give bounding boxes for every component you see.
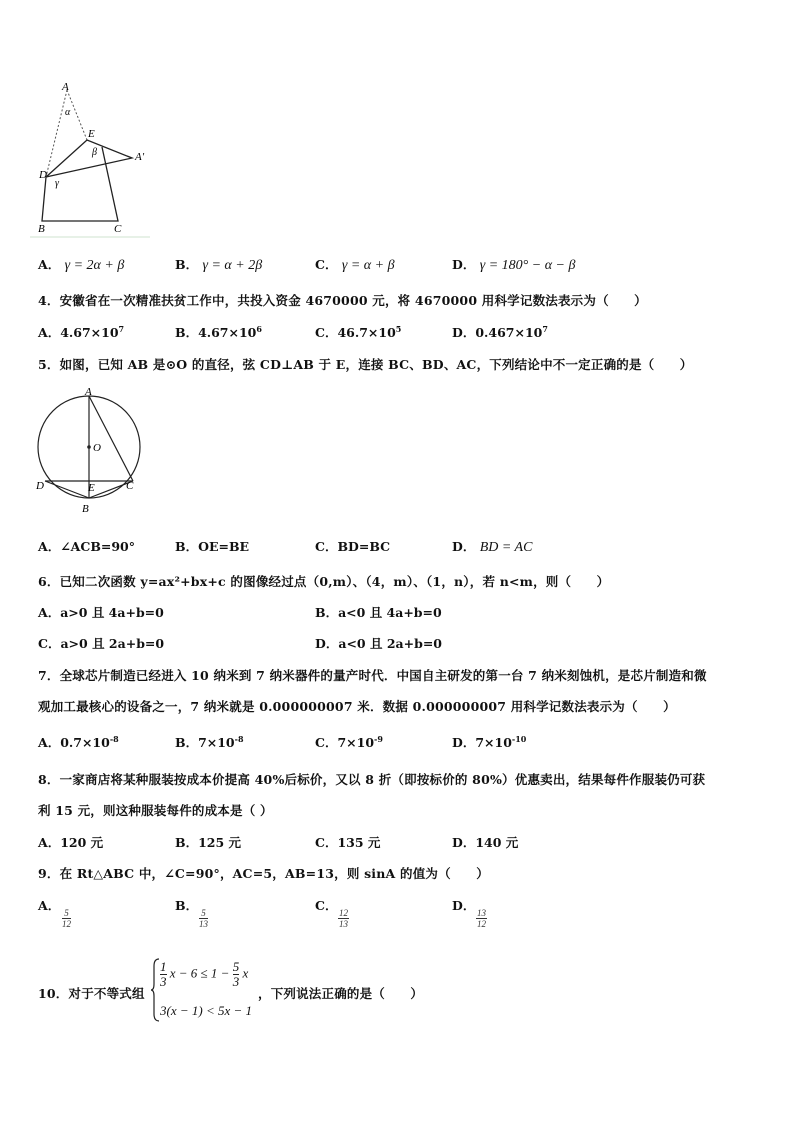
label-O: O <box>93 442 101 454</box>
q10-fraction-2-num: 5 <box>232 959 240 974</box>
q6-option-d[interactable]: D．a<0 且 2a+b=0 <box>315 636 442 651</box>
q10-inequality-1 <box>160 960 248 989</box>
q10-fraction-1-den: 3 <box>160 974 167 989</box>
q7-option-b-text: B．7×10 <box>175 735 235 750</box>
q9-stem: 9．在 Rt△ABC 中，∠C=90°，AC=5，AB=13，则 sinA 的值为（ ） <box>38 866 489 881</box>
q7-option-b-exp: -8 <box>234 734 244 744</box>
segment-BD <box>45 481 89 498</box>
label-A-prime: A′ <box>135 151 145 163</box>
q5-option-d-letter: D． <box>452 539 476 554</box>
q10-inequality-1-end: x <box>242 965 249 981</box>
q3-option-b-expr: γ = α + 2β <box>202 258 263 273</box>
q4-option-a-exp: 7 <box>118 324 125 334</box>
center-point <box>87 445 91 449</box>
q3-option-d-expr: γ = 180° − α − β <box>479 258 576 273</box>
q5-option-a[interactable]: A．∠ACB=90° <box>38 539 136 554</box>
q7-option-c[interactable] <box>315 733 383 751</box>
label-E: E <box>88 482 95 494</box>
q4-option-c[interactable] <box>315 323 401 341</box>
q10-suffix: ，下列说法正确的是（ ） <box>258 986 424 1001</box>
q7-option-b[interactable] <box>175 733 244 751</box>
q4-option-d-text: D．0.467×10 <box>452 325 543 340</box>
label-B: B <box>38 223 45 235</box>
q9-option-c[interactable] <box>315 896 337 914</box>
label-A: A <box>62 81 69 93</box>
q9-option-c-letter: C． <box>315 898 338 913</box>
q9-option-a-denominator: 12 <box>62 919 71 929</box>
label-E: E <box>88 128 95 140</box>
folded-triangle <box>46 140 132 177</box>
label-C: C <box>114 223 122 235</box>
q8-stem-line2: 利 15 元，则这种服装每件的成本是（ ） <box>38 803 273 818</box>
q10-inequality-1-middle: x − 6 ≤ 1 − <box>169 965 230 981</box>
dashed-line-AD <box>46 90 67 177</box>
q9-option-d[interactable] <box>452 896 475 914</box>
q8-option-b[interactable]: B．125 元 <box>175 835 242 850</box>
q4-option-a[interactable] <box>38 323 124 341</box>
label-D: D <box>39 169 47 181</box>
q3-option-d-letter: D． <box>452 257 476 272</box>
label-alpha: α <box>65 107 71 118</box>
q9-option-a[interactable] <box>38 896 60 914</box>
q3-option-b[interactable] <box>175 255 262 274</box>
label-B: B <box>82 503 89 515</box>
q8-option-c[interactable]: C．135 元 <box>315 835 381 850</box>
q9-option-b-fraction <box>199 908 208 929</box>
q4-option-d[interactable] <box>452 323 548 341</box>
q5-option-b[interactable]: B．OE=BE <box>175 539 250 554</box>
q7-option-a-exp: -8 <box>109 734 119 744</box>
q9-option-a-numerator: 5 <box>62 908 71 919</box>
q4-option-b[interactable] <box>175 323 262 341</box>
label-A: A <box>85 386 92 398</box>
q4-option-b-exp: 6 <box>256 324 262 334</box>
q7-stem-line1: 7．全球芯片制造已经进入 10 纳米到 7 纳米器件的量产时代．中国自主研发的第一台 7 纳米刻蚀机，是芯片制造和微 <box>38 668 707 683</box>
q5-stem: 5．如图，已知 AB 是⊙O 的直径，弦 CD⊥AB 于 E，连接 BC、BD、AC，下列结论中不一定正确的是（ ） <box>38 357 693 372</box>
q3-option-a[interactable] <box>38 255 124 274</box>
q8-stem-line1: 8．一家商店将某种服装按成本价提高 40%后标价，又以 8 折（即按标价的 80%）优惠卖出，结果每件作服装仍可获 <box>38 772 706 787</box>
q10-fraction-1 <box>160 960 167 989</box>
q9-option-d-fraction <box>476 908 487 929</box>
figure-fold-triangle <box>30 80 160 242</box>
q3-option-a-letter: A． <box>38 257 61 272</box>
q3-option-c-expr: γ = α + β <box>341 258 395 273</box>
q6-option-c[interactable]: C．a>0 且 2a+b=0 <box>38 636 165 651</box>
q10-inequality-2: 3(x − 1) < 5x − 1 <box>160 1003 253 1018</box>
q10-prefix: 10．对于不等式组 <box>38 986 145 1001</box>
label-gamma: γ <box>55 178 59 189</box>
q7-option-a-text: A．0.7×10 <box>38 735 110 750</box>
q9-option-a-fraction <box>62 908 71 929</box>
q4-stem: 4．安徽省在一次精准扶贫工作中，共投入资金 4670000 元，将 4670000 用科学记数法表示为（ ） <box>38 293 647 308</box>
q7-option-d-text: D．7×10 <box>452 735 512 750</box>
q10-fraction-1-num: 1 <box>160 959 167 974</box>
q10-fraction-2-den: 3 <box>232 974 240 989</box>
q5-option-d-expr: BD = AC <box>479 540 533 555</box>
q4-option-a-text: A．4.67×10 <box>38 325 119 340</box>
label-D: D <box>36 480 44 492</box>
q3-option-d[interactable] <box>452 255 575 274</box>
q10-fraction-2 <box>233 960 240 989</box>
q9-option-b[interactable] <box>175 896 198 914</box>
figure-circle <box>30 383 145 515</box>
q9-option-d-denominator: 12 <box>477 919 486 929</box>
q8-option-d[interactable]: D．140 元 <box>452 835 519 850</box>
q4-option-b-text: B．4.67×10 <box>175 325 257 340</box>
q9-option-d-letter: D． <box>452 898 476 913</box>
q7-option-c-text: C．7×10 <box>315 735 375 750</box>
q9-option-a-letter: A． <box>38 898 61 913</box>
q4-option-d-exp: 7 <box>542 324 548 334</box>
q6-stem: 6．已知二次函数 y=ax²+bx+c 的图像经过点（0,m）、（4，m）、（1，n），若 n<m，则（ ） <box>38 574 610 589</box>
q9-option-c-denominator: 13 <box>339 919 348 929</box>
q9-option-d-numerator: 13 <box>477 908 486 918</box>
q3-option-c-letter: C． <box>315 257 338 272</box>
q9-option-c-numerator: 12 <box>339 908 348 918</box>
label-beta: β <box>92 147 97 158</box>
q7-option-a[interactable] <box>38 733 119 751</box>
q7-option-d-exp: -10 <box>511 734 527 744</box>
q9-option-b-denominator: 13 <box>199 919 208 929</box>
q3-option-a-expr: γ = 2α + β <box>64 258 125 273</box>
q6-option-b[interactable]: B．a<0 且 4a+b=0 <box>315 605 442 620</box>
q4-option-c-exp: 5 <box>395 324 402 334</box>
segment-AC <box>89 396 133 481</box>
system-brace-icon <box>150 958 160 1022</box>
q5-option-c[interactable]: C．BD=BC <box>315 539 391 554</box>
q7-option-d[interactable] <box>452 733 526 751</box>
q8-option-a[interactable]: A．120 元 <box>38 835 104 850</box>
q3-option-b-letter: B． <box>175 257 199 272</box>
q6-option-a[interactable]: A．a>0 且 4a+b=0 <box>38 605 164 620</box>
q9-option-b-letter: B． <box>175 898 199 913</box>
q7-stem-line2: 观加工最核心的设备之一，7 纳米就是 0.000000007 米．数据 0.000000007 用科学记数法表示为（ ） <box>38 699 676 714</box>
q9-option-b-numerator: 5 <box>199 908 208 919</box>
q4-option-c-text: C．46.7×10 <box>315 325 396 340</box>
q9-option-c-fraction <box>338 908 349 929</box>
label-C: C <box>126 480 134 492</box>
quadrilateral-sides <box>42 147 118 221</box>
q7-option-c-exp: -9 <box>374 734 383 744</box>
q5-option-d[interactable] <box>452 537 532 556</box>
q3-option-c[interactable] <box>315 255 395 274</box>
